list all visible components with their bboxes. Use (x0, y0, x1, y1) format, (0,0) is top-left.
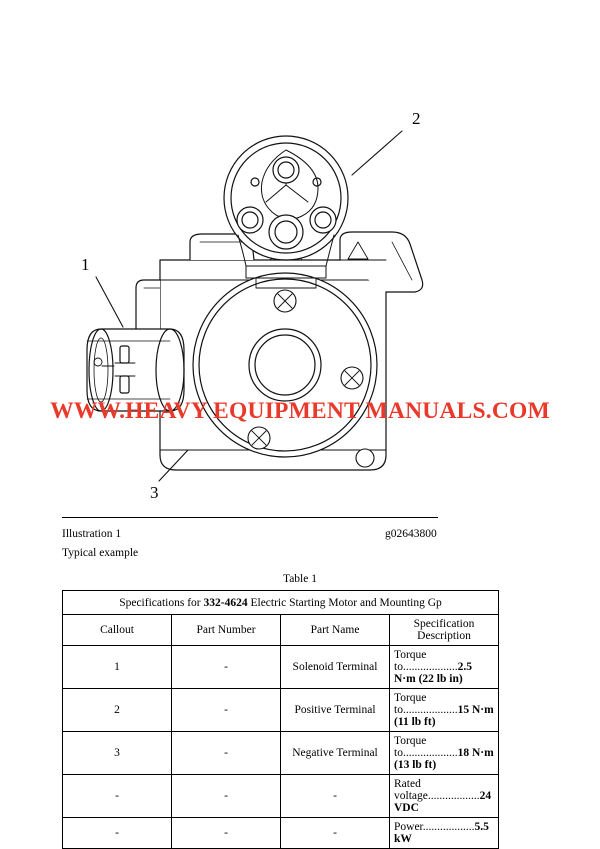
spec-prefix: Rated voltage (394, 778, 428, 802)
spec-dots: .................. (427, 790, 480, 802)
watermark-text: WWW.HEAVY EQUIPMENT MANUALS.COM (50, 398, 550, 424)
table-label: Table 1 (282, 573, 317, 585)
table-title-row (63, 591, 499, 615)
cell-part-name: - (281, 775, 390, 818)
spec-prefix: Power (394, 821, 423, 833)
illustration-figure (40, 30, 560, 500)
column-header-part-name: Part Name (281, 615, 390, 646)
table-row (63, 689, 499, 732)
spec-value: 15 N·m (11 lb ft) (394, 704, 494, 728)
caption-divider (62, 517, 438, 518)
cell-callout: - (63, 775, 172, 818)
table-row (63, 775, 499, 818)
column-header-specification-description: Specification Description (390, 615, 499, 646)
cell-callout: - (63, 818, 172, 849)
cell-specification (390, 818, 499, 849)
cell-specification (390, 646, 499, 689)
table-row (63, 818, 499, 849)
spec-dots: .................. (422, 821, 475, 833)
cell-specification (390, 732, 499, 775)
spec-prefix: Torque to (394, 692, 427, 716)
illustration-label: Illustration 1 (62, 528, 122, 540)
spec-value: 2.5 N·m (22 lb in) (394, 661, 472, 685)
cell-callout: 1 (63, 646, 172, 689)
cell-part-number: - (172, 818, 281, 849)
cell-callout: 3 (63, 732, 172, 775)
spec-value: 24 VDC (394, 790, 492, 814)
cell-part-name: Solenoid Terminal (281, 646, 390, 689)
cell-specification (390, 689, 499, 732)
illustration-id: g02643800 (385, 528, 437, 540)
spec-dots: ................... (402, 747, 458, 759)
callout-2-label: 2 (412, 109, 421, 128)
cell-part-number: - (172, 732, 281, 775)
column-header-callout: Callout (63, 615, 172, 646)
spec-value: 5.5 kW (394, 821, 489, 845)
cell-part-number: - (172, 646, 281, 689)
column-header-part-number: Part Number (172, 615, 281, 646)
specifications-table (62, 590, 499, 849)
table-title-prefix: Specifications for (119, 596, 204, 609)
illustration-subcaption: Typical example (62, 547, 139, 559)
spec-value: 18 N·m (13 lb ft) (394, 747, 494, 771)
cell-part-name: - (281, 818, 390, 849)
table-title-suffix: Electric Starting Motor and Mounting Gp (247, 596, 442, 609)
spec-prefix: Torque to (394, 649, 427, 673)
table-title-cell (63, 591, 499, 615)
table-row (63, 646, 499, 689)
cell-part-name: Negative Terminal (281, 732, 390, 775)
cell-specification (390, 775, 499, 818)
table-row (63, 732, 499, 775)
table-header-row (63, 615, 499, 646)
cell-part-number: - (172, 775, 281, 818)
spec-prefix: Torque to (394, 735, 427, 759)
cell-callout: 2 (63, 689, 172, 732)
cell-part-name: Positive Terminal (281, 689, 390, 732)
table-title-part-number: 332-4624 (203, 596, 248, 609)
callout-1-label: 1 (81, 255, 90, 274)
cell-part-number: - (172, 689, 281, 732)
spec-dots: ................... (402, 661, 458, 673)
spec-dots: ................... (402, 704, 458, 716)
callout-3-label: 3 (150, 483, 159, 500)
